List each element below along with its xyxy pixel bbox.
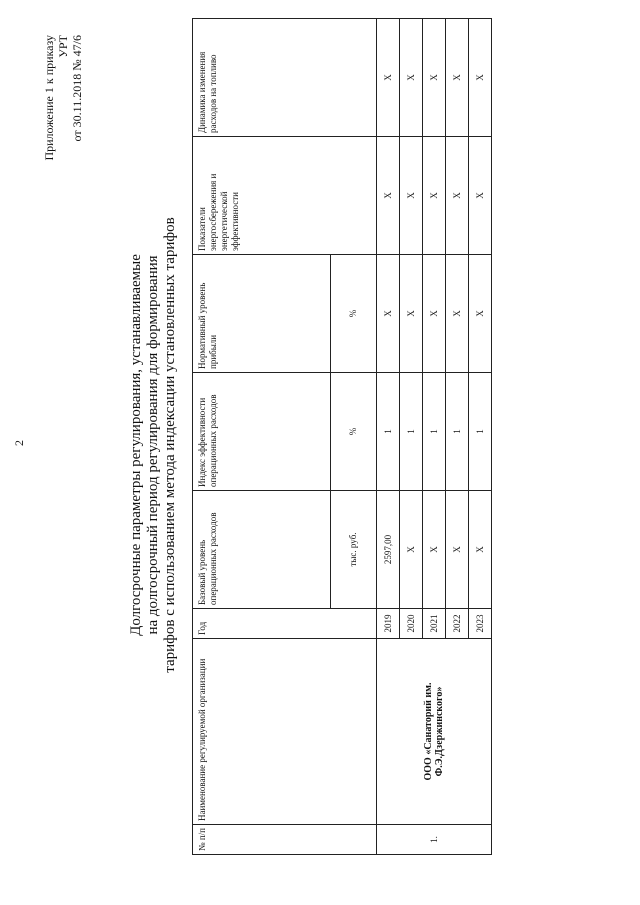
fuel-cell: X <box>446 19 469 137</box>
fuel-cell: X <box>469 19 492 137</box>
year-cell: 2021 <box>423 609 446 639</box>
title-line-2: на долгосрочный период регулирования для формирования <box>145 255 161 635</box>
energy-cell: X <box>400 137 423 255</box>
appendix-note <box>42 35 84 185</box>
title-line-3: тарифов с использованием метода индексации установленных тарифов <box>162 217 178 673</box>
profit-cell: X <box>400 255 423 373</box>
document-title <box>128 165 179 725</box>
base-cell: X <box>469 491 492 609</box>
year-cell: 2020 <box>400 609 423 639</box>
header-energy: Показатели энергосбережения и энергетической эффективности <box>193 137 377 255</box>
title-line-1: Долгосрочные параметры регулирования, устанавливаемые <box>128 254 144 636</box>
base-cell: 2597,00 <box>377 491 400 609</box>
year-cell: 2022 <box>446 609 469 639</box>
unit-base: тыс. руб. <box>331 491 377 609</box>
index-cell: 1 <box>377 373 400 491</box>
parameters-table <box>192 18 492 855</box>
base-cell: X <box>446 491 469 609</box>
profit-cell: X <box>469 255 492 373</box>
energy-cell: X <box>469 137 492 255</box>
header-org: Наименование регулируемой организации <box>193 639 377 825</box>
header-base: Базовый уровень операционных расходов <box>193 491 331 609</box>
base-cell: X <box>400 491 423 609</box>
index-cell: 1 <box>400 373 423 491</box>
index-cell: 1 <box>469 373 492 491</box>
org-name: ООО «Санаторий им. Ф.Э.Дзержинского» <box>377 639 492 825</box>
row-num: 1. <box>377 825 492 855</box>
header-index: Индекс эффективности операционных расходов <box>193 373 331 491</box>
year-cell: 2023 <box>469 609 492 639</box>
energy-cell: X <box>423 137 446 255</box>
energy-cell: X <box>377 137 400 255</box>
page-number: 2 <box>12 440 26 446</box>
table-row <box>377 19 400 855</box>
fuel-cell: X <box>400 19 423 137</box>
profit-cell: X <box>423 255 446 373</box>
index-cell: 1 <box>423 373 446 491</box>
header-num: № п/п <box>193 825 377 855</box>
fuel-cell: X <box>377 19 400 137</box>
appendix-line-1: Приложение 1 к приказу УРТ <box>42 35 70 161</box>
appendix-line-2: от 30.11.2018 № 47/6 <box>70 35 84 142</box>
index-cell: 1 <box>446 373 469 491</box>
profit-cell: X <box>377 255 400 373</box>
header-year: Год <box>193 609 377 639</box>
year-cell: 2019 <box>377 609 400 639</box>
profit-cell: X <box>446 255 469 373</box>
energy-cell: X <box>446 137 469 255</box>
header-profit: Нормативный уровень прибыли <box>193 255 331 373</box>
unit-index: % <box>331 373 377 491</box>
fuel-cell: X <box>423 19 446 137</box>
base-cell: X <box>423 491 446 609</box>
header-row <box>193 19 331 855</box>
unit-profit: % <box>331 255 377 373</box>
header-fuel: Динамика изменения расходов на топливо <box>193 19 377 137</box>
